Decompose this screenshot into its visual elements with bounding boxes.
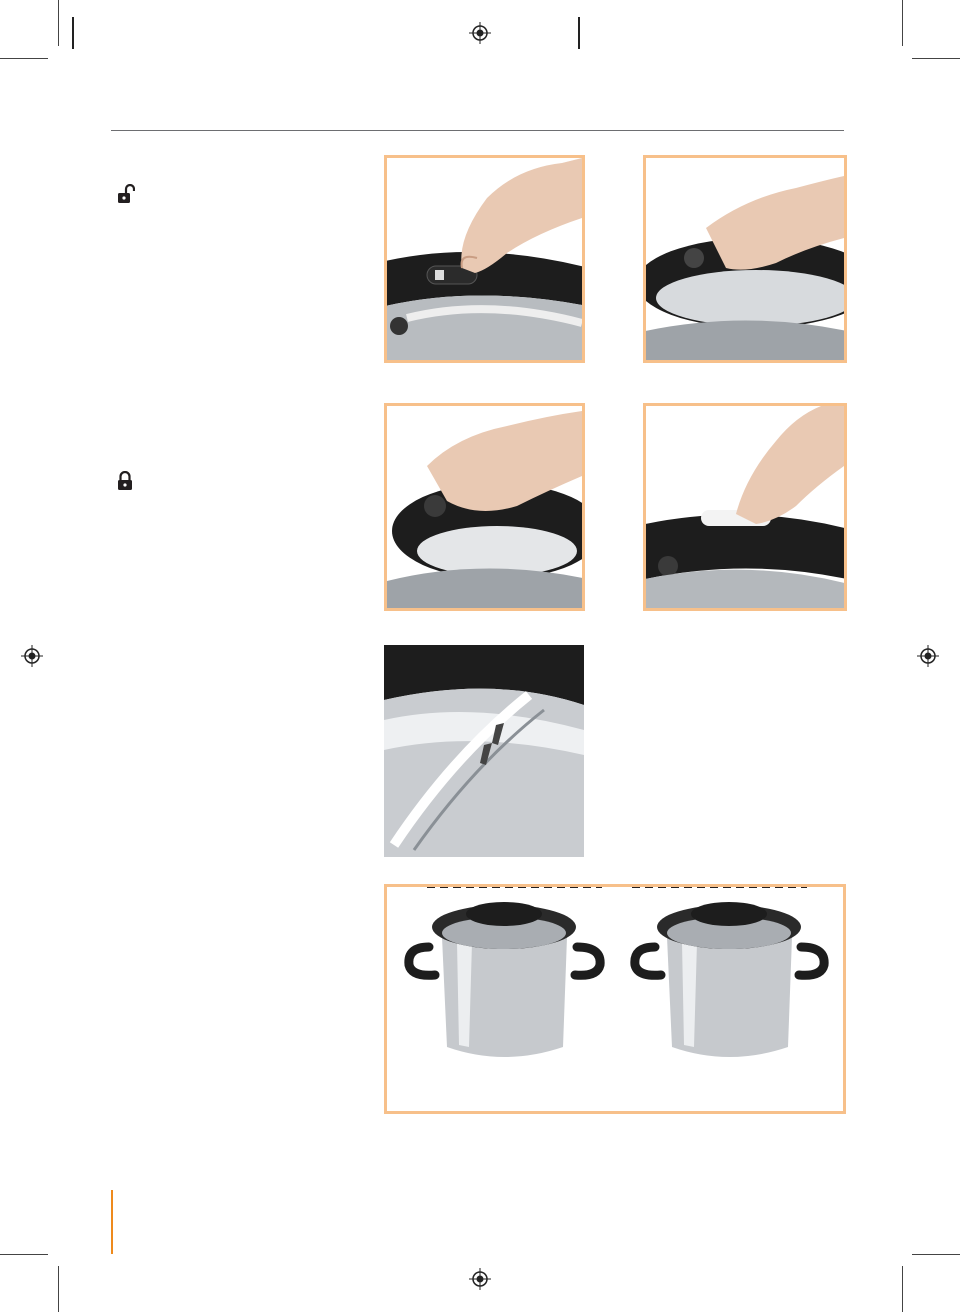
color-calibration-bar: [578, 17, 580, 49]
unlock-icon: [117, 184, 135, 204]
crop-mark: [912, 58, 960, 59]
figure-2a-control-arrows: [384, 645, 584, 857]
pressure-cooker-lid-photo: [387, 158, 582, 360]
figure-2-close-right: [643, 403, 847, 611]
section-open-paragraph: [111, 184, 383, 207]
gray-calibration-bar: [72, 17, 74, 49]
crop-mark: [902, 0, 903, 46]
registration-mark-icon: [469, 1268, 491, 1290]
title-rule: [111, 130, 844, 131]
figure-1-open-right: [643, 155, 847, 363]
figure-3-fill-levels: [384, 884, 846, 1114]
fill-level-pots: [387, 887, 843, 1111]
figure-2-close-left: [384, 403, 585, 611]
section-close-paragraph-2: [111, 471, 383, 494]
control-arrows-photo: [384, 645, 584, 857]
pressure-cooker-lid-photo: [387, 406, 582, 608]
pot-max-illustration: [635, 902, 824, 1057]
page-number-bar: [111, 1190, 113, 1254]
pressure-cooker-lid-photo: [646, 406, 844, 608]
crop-mark: [0, 58, 48, 59]
crop-mark: [912, 1254, 960, 1255]
registration-mark-icon: [469, 22, 491, 44]
figure-1-open-left: [384, 155, 585, 363]
crop-mark: [58, 1266, 59, 1312]
lock-icon: [117, 471, 133, 491]
crop-mark: [0, 1254, 48, 1255]
registration-mark-icon: [917, 645, 939, 667]
pressure-cooker-lid-photo: [646, 158, 844, 360]
crop-mark: [58, 0, 59, 46]
registration-mark-icon: [21, 645, 43, 667]
pot-min-illustration: [409, 902, 600, 1057]
crop-mark: [902, 1266, 903, 1312]
